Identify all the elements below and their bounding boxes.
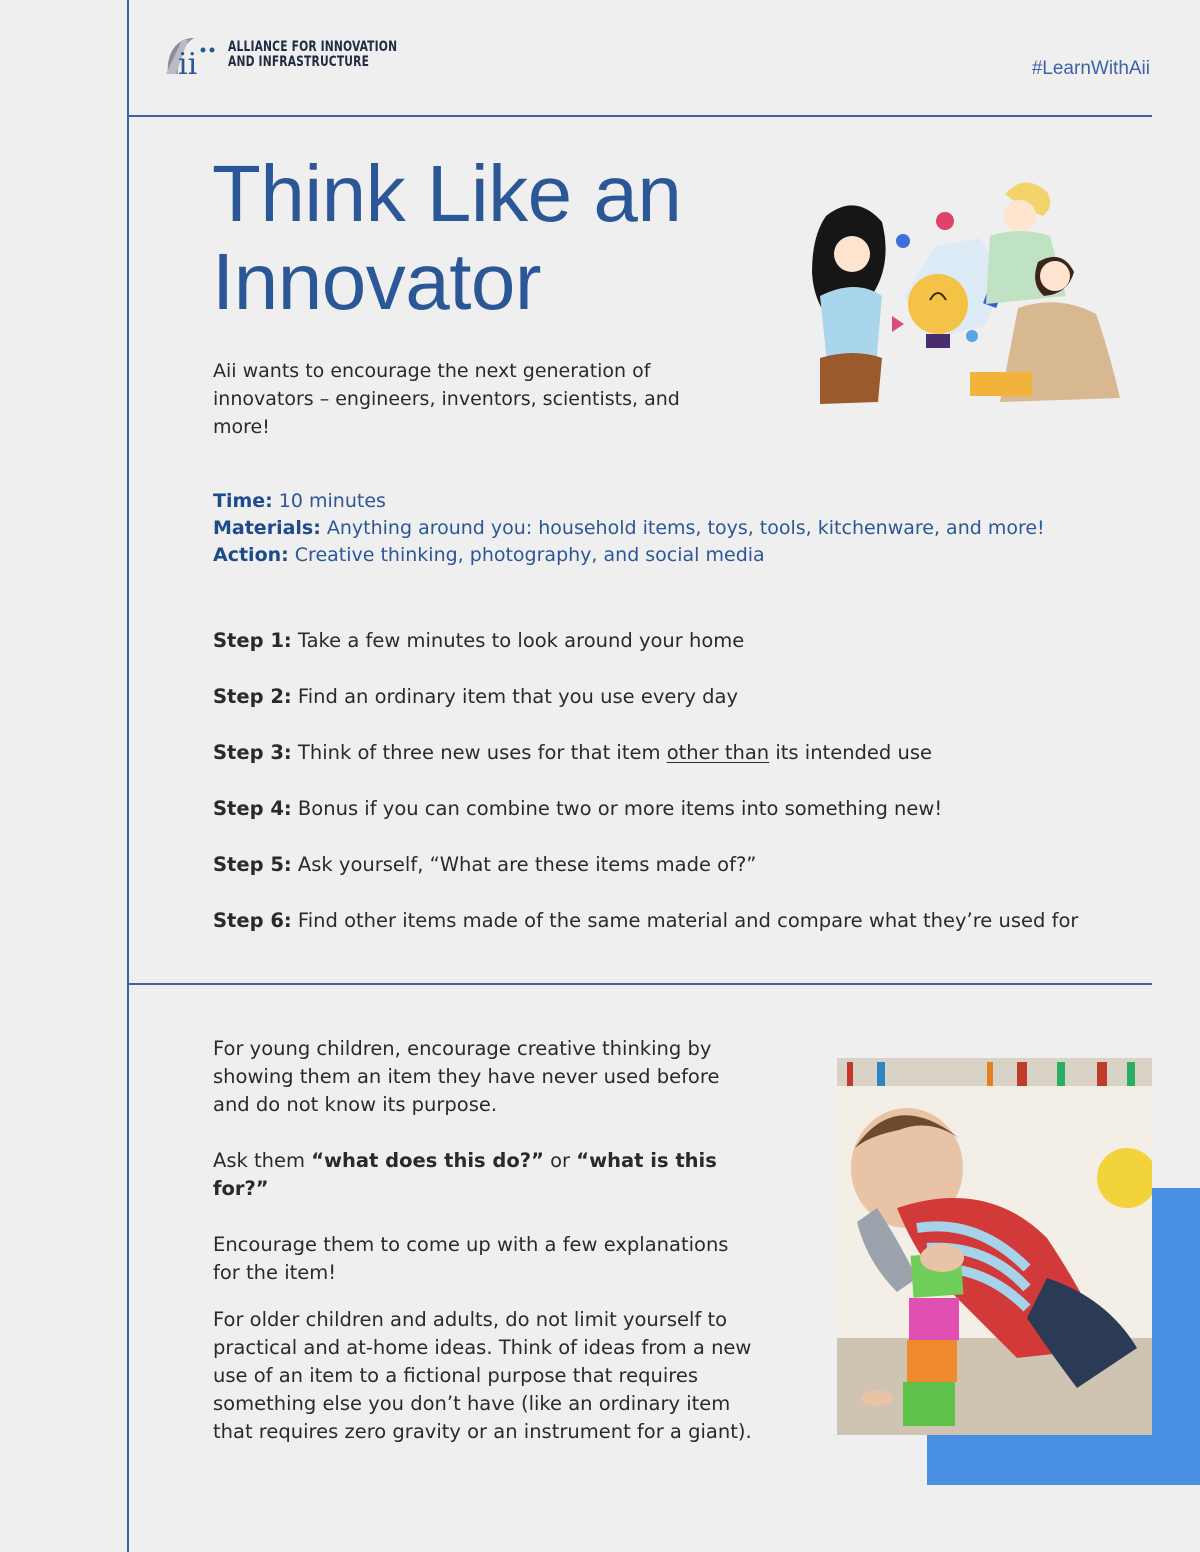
section-divider — [127, 983, 1152, 985]
intro-paragraph: Aii wants to encourage the next generation of innovators – engineers, inventors, scientists, and more! — [213, 360, 680, 438]
meta-time-value: 10 minutes — [272, 490, 386, 512]
title-line-1: Think Like an — [212, 149, 682, 238]
meta-action-label: Action: — [213, 544, 289, 566]
header-divider — [127, 115, 1152, 117]
step-6: Step 6: Find other items made of the same material and compare what they’re used for — [213, 909, 1079, 932]
young-children-section — [213, 1035, 753, 1315]
hashtag-link[interactable]: #LearnWithAii — [1031, 58, 1150, 79]
step-3: Step 3: Think of three new uses for that item other than its intended use — [213, 741, 933, 764]
meta-materials — [213, 515, 1045, 542]
meta-time — [213, 488, 1045, 515]
young-para-ask: Ask them “what does this do?” or “what is this for?” — [213, 1149, 717, 1200]
step-2: Step 2: Find an ordinary item that you use every day — [213, 685, 738, 708]
step-4: Step 4: Bonus if you can combine two or more items into something new! — [213, 797, 943, 820]
meta-action — [213, 542, 1045, 569]
meta-action-value: Creative thinking, photography, and social media — [288, 544, 765, 566]
logo-line-1: ALLIANCE FOR INNOVATION — [228, 39, 398, 55]
young-para-1: For young children, encourage creative thinking by showing them an item they have never used before and do not know its purpose. — [213, 1037, 720, 1116]
step-5: Step 5: Ask yourself, “What are these items made of?” — [213, 853, 757, 876]
svg-text:ii: ii — [178, 47, 198, 78]
steps-list — [213, 627, 1078, 963]
innovators-illustration — [780, 176, 1125, 406]
page-title — [212, 150, 681, 326]
meta-materials-label: Materials: — [213, 517, 321, 539]
aii-logo — [162, 32, 427, 78]
meta-materials-value: Anything around you: household items, toys, tools, kitchenware, and more! — [320, 517, 1045, 539]
older-children-paragraph: For older children and adults, do not limit yourself to practical and at-home ideas. Think of ideas from a new use of an item to a fictional purpose that requires something else you don’t have (like an ordinary item that requires zero gravity or an instrument for a giant). — [213, 1308, 752, 1443]
emphasis-other-than: other than — [666, 741, 770, 764]
meta-time-label: Time: — [213, 490, 273, 512]
aii-logo-mark — [162, 32, 224, 78]
title-line-2: Innovator — [212, 237, 542, 326]
aii-logo-wordmark — [228, 40, 397, 70]
young-para-3: Encourage them to come up with a few explanations for the item! — [213, 1233, 729, 1284]
left-margin-rule — [127, 0, 129, 1552]
activity-meta — [213, 488, 1045, 569]
baby-stacking-blocks-photo — [837, 1058, 1152, 1435]
logo-line-2: AND INFRASTRUCTURE — [228, 54, 370, 70]
step-1: Step 1: Take a few minutes to look around your home — [213, 629, 745, 652]
